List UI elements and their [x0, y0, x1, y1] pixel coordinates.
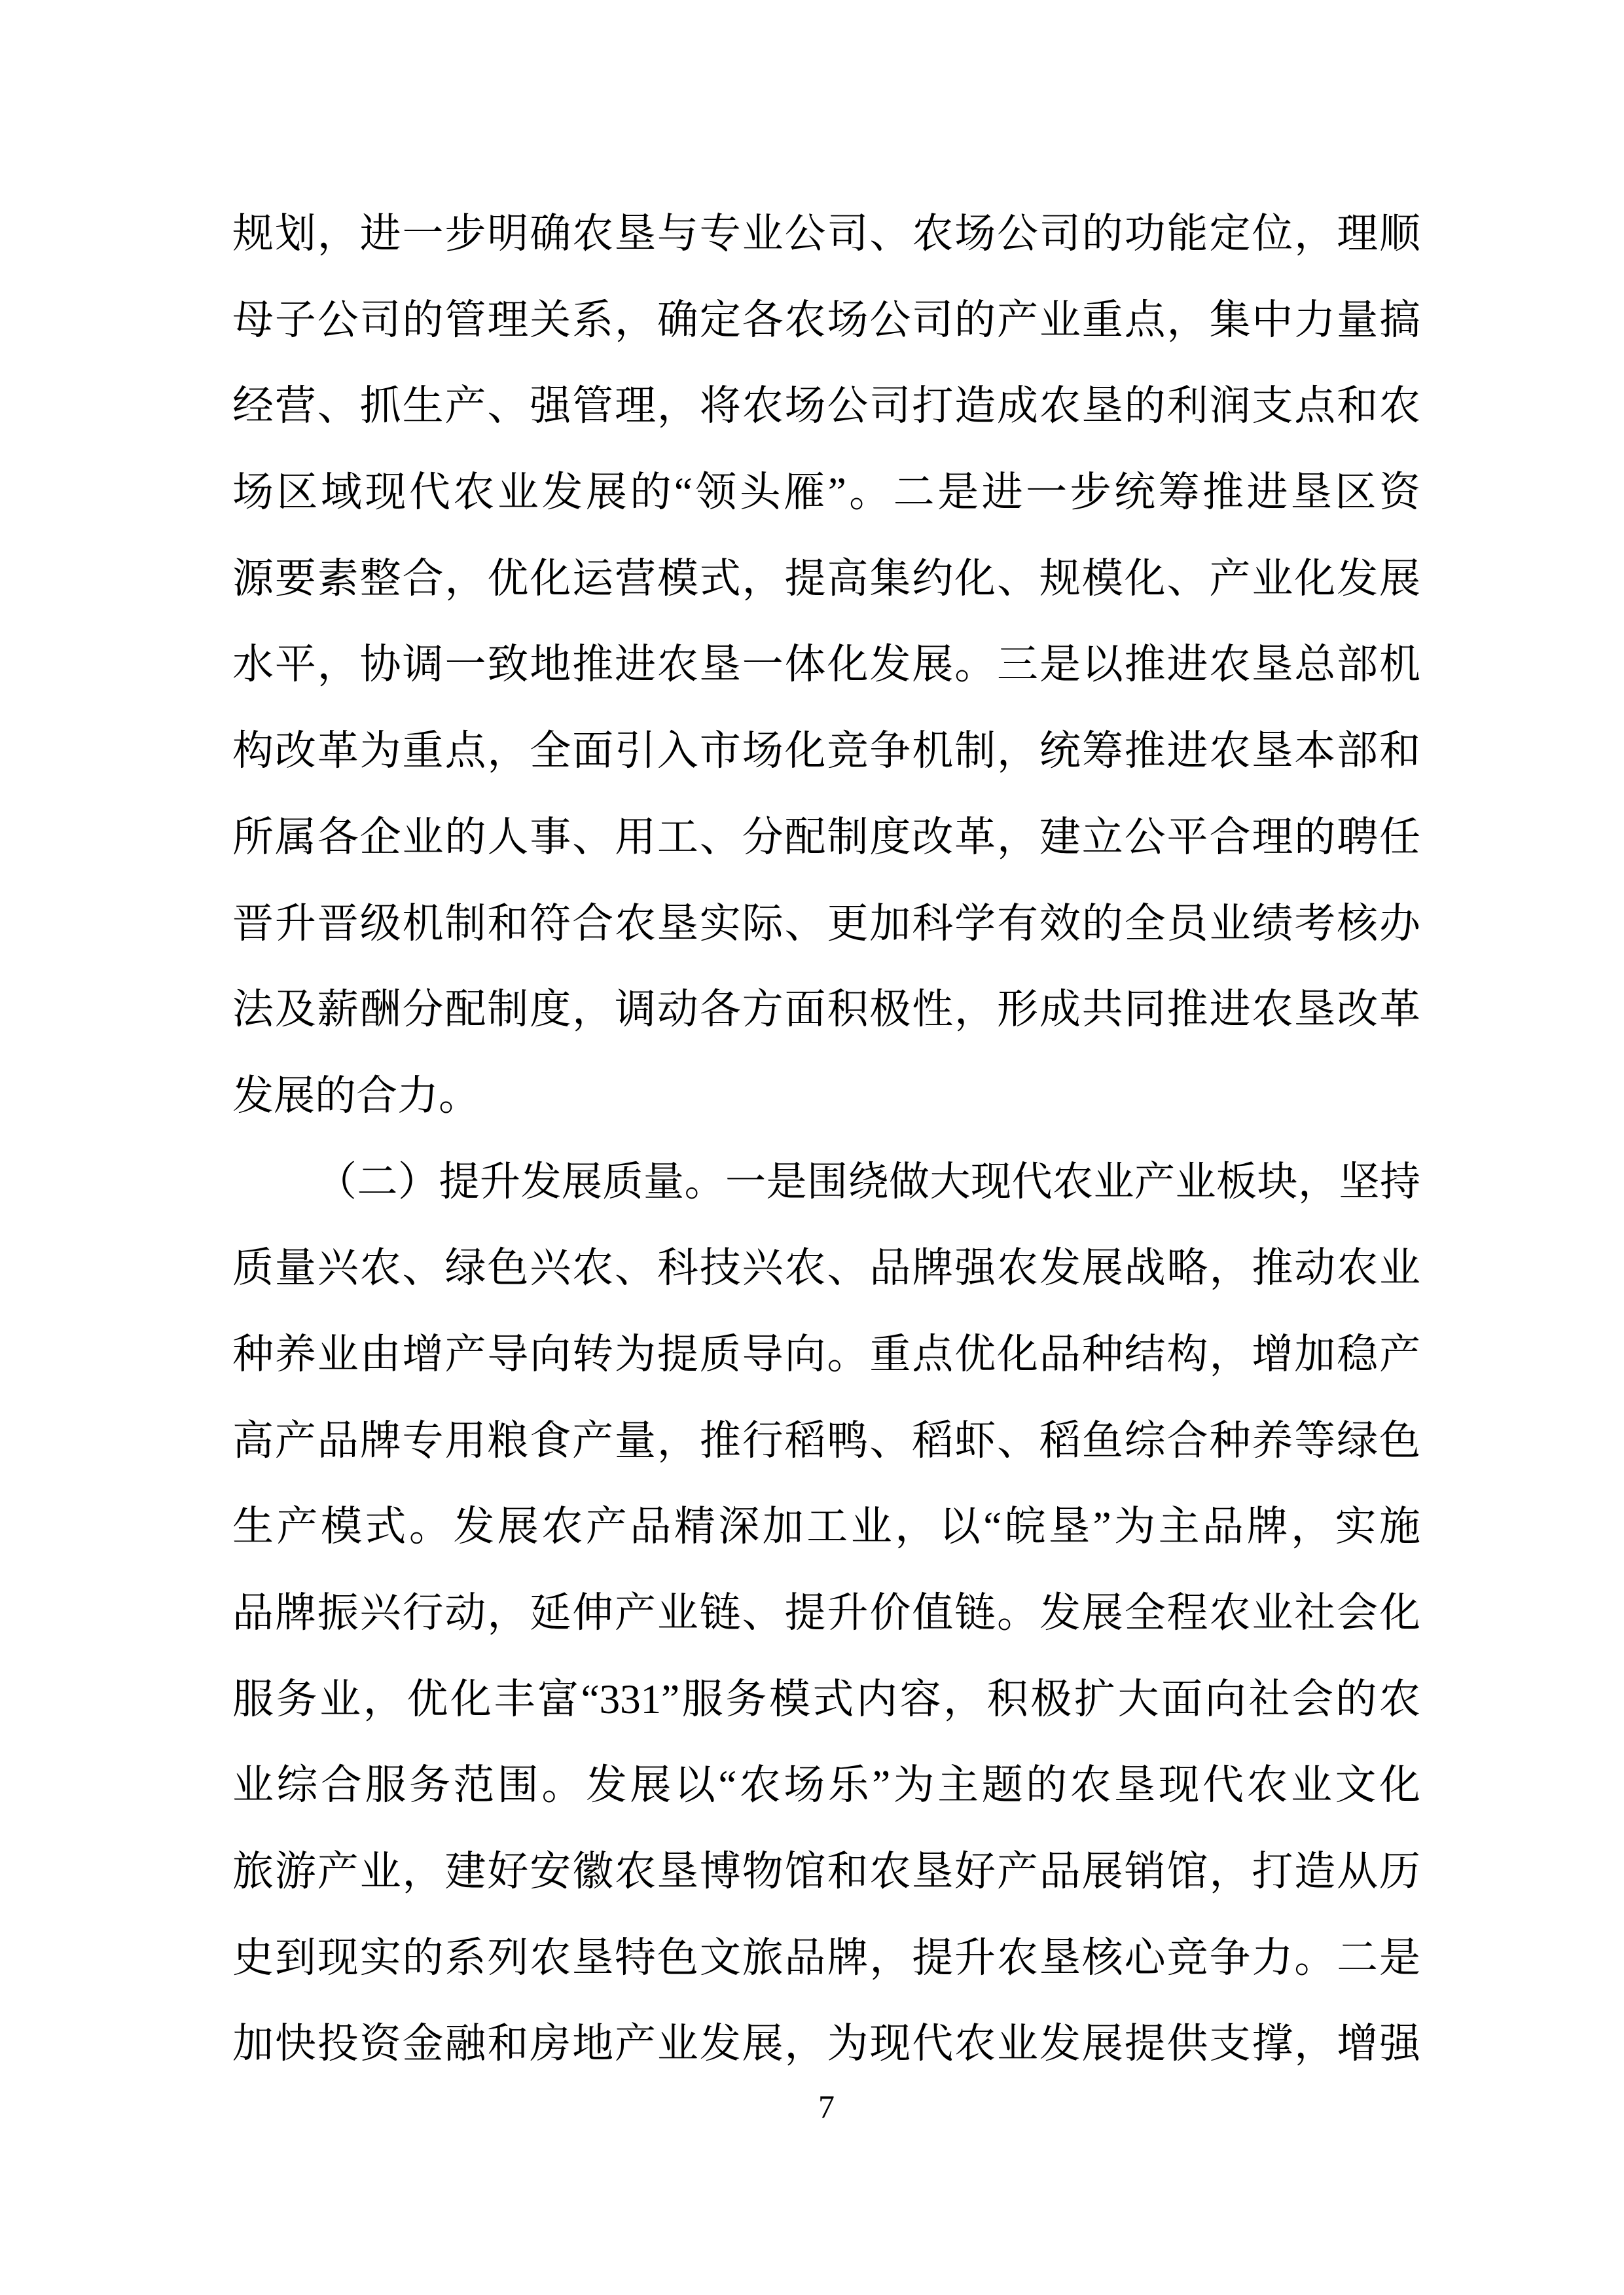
page-number: 7	[818, 2088, 835, 2125]
text-line: 服务业，优化丰富“331”服务模式内容，积极扩大面向社会的农	[232, 1676, 1420, 1722]
text-line: 场区域现代农业发展的“领头雁”。二是进一步统筹推进垦区资	[232, 469, 1420, 516]
text-line: 构改革为重点，全面引入市场化竞争机制，统筹推进农垦本部和	[232, 728, 1420, 774]
text-line: 高产品牌专用粮食产量，推行稻鸭、稻虾、稻鱼综合种养等绿色	[232, 1417, 1420, 1464]
text-line: 晋升晋级机制和符合农垦实际、更加科学有效的全员业绩考核办	[232, 900, 1420, 947]
text-line: 母子公司的管理关系，确定各农场公司的产业重点，集中力量搞	[232, 297, 1420, 343]
text-line: 经营、抓生产、强管理，将农场公司打造成农垦的利润支点和农	[232, 383, 1420, 429]
text-line: 水平，协调一致地推进农垦一体化发展。三是以推进农垦总部机	[232, 642, 1420, 688]
text-line-paragraph-end: 发展的合力。	[232, 1072, 480, 1119]
text-line: 旅游产业，建好安徽农垦博物馆和农垦好产品展销馆，打造从历	[232, 1849, 1420, 1895]
text-line: 史到现实的系列农垦特色文旅品牌，提升农垦核心竞争力。二是	[232, 1934, 1420, 1981]
text-line: 加快投资金融和房地产业发展，为现代农业发展提供支撑，增强	[232, 2021, 1420, 2067]
text-line: 规划，进一步明确农垦与专业公司、农场公司的功能定位，理顺	[232, 211, 1420, 257]
text-line: 种养业由增产导向转为提质导向。重点优化品种结构，增加稳产	[232, 1331, 1420, 1377]
document-body	[232, 191, 1420, 2087]
text-line: 法及薪酬分配制度，调动各方面积极性，形成共同推进农垦改革	[232, 986, 1420, 1033]
text-line: 业综合服务范围。发展以“农场乐”为主题的农垦现代农业文化	[232, 1762, 1420, 1809]
text-line: 品牌振兴行动，延伸产业链、提升价值链。发展全程农业社会化	[232, 1590, 1420, 1636]
text-line-paragraph-start: （二）提升发展质量。一是围绕做大现代农业产业板块，坚持	[316, 1159, 1420, 1204]
text-line: 质量兴农、绿色兴农、科技兴农、品牌强农发展战略，推动农业	[232, 1245, 1420, 1292]
text-line: 源要素整合，优化运营模式，提高集约化、规模化、产业化发展	[232, 555, 1420, 602]
text-line: 所属各企业的人事、用工、分配制度改革，建立公平合理的聘任	[232, 814, 1420, 860]
text-line: 生产模式。发展农产品精深加工业，以“皖垦”为主品牌，实施	[232, 1504, 1420, 1550]
